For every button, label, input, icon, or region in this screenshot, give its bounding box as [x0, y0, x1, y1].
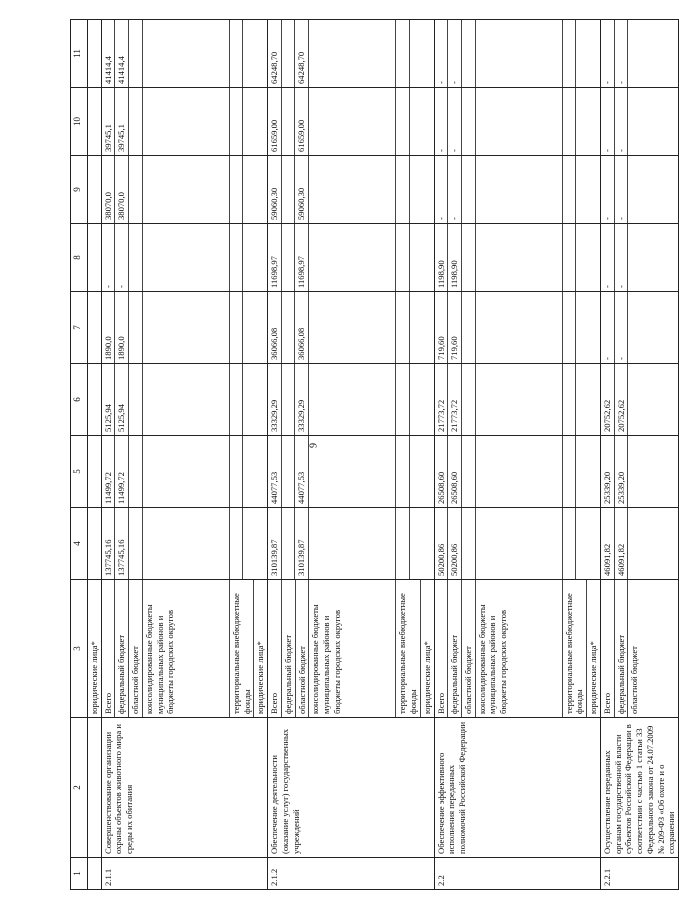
amount-cell [101, 436, 267, 508]
amount-value: 719,60 [448, 292, 462, 363]
amount-value: 21773,72 [435, 364, 449, 435]
amount-value [143, 156, 230, 223]
amount-cell [101, 88, 267, 156]
amount-value: 38070,0 [102, 156, 116, 223]
amount-value: 39745,1 [102, 88, 116, 155]
amount-value: - [601, 224, 615, 291]
amount-value [230, 436, 244, 507]
amount-value [230, 88, 244, 155]
amount-value: 44077,53 [268, 436, 282, 507]
col-header: 11 [71, 20, 88, 88]
amount-value: 21773,72 [448, 364, 462, 435]
amount-cell [600, 292, 678, 364]
funding-source-label: Всего [102, 580, 116, 717]
amount-value: 20752,62 [615, 364, 629, 435]
measure-name: Обеспечение эффективного исполнения переданных полномочий Российской Федерации [434, 718, 600, 858]
amount-value [309, 156, 396, 223]
col-header: 7 [71, 292, 88, 364]
amount-cell [268, 292, 434, 364]
funding-source-label: юридические лица* [421, 641, 432, 714]
amount-value [563, 292, 577, 363]
measure-name: Обеспечение деятельности (оказание услуг) государственных учреждений [268, 718, 434, 858]
amount-value [462, 364, 476, 435]
amount-value [576, 156, 589, 223]
amount-value: 39745,1 [115, 88, 129, 155]
funding-sources [600, 580, 678, 718]
amount-value [410, 364, 423, 435]
amount-cell [600, 364, 678, 436]
amount-value: 719,60 [435, 292, 449, 363]
amount-value: 64248,70 [295, 20, 309, 87]
amount-value: - [601, 156, 615, 223]
funding-source-label: федеральный бюджет [615, 580, 629, 717]
amount-value [143, 292, 230, 363]
amount-cell [268, 508, 434, 580]
amount-value [476, 364, 563, 435]
amount-value [230, 292, 244, 363]
amount-value [462, 156, 476, 223]
amount-value [230, 224, 244, 291]
amount-value [309, 436, 396, 507]
amount-value: 44077,53 [295, 436, 309, 507]
funding-source-label: федеральный бюджет [282, 580, 296, 717]
table-row [600, 20, 678, 890]
amount-value [628, 436, 641, 507]
amount-value: 1890,0 [102, 292, 116, 363]
row-number: 2.1.1 [101, 858, 267, 890]
page-number: 9 [308, 443, 320, 448]
amount-value [476, 88, 563, 155]
funding-source-label: Всего [435, 580, 449, 717]
col-header: 1 [71, 858, 88, 890]
amount-cell [600, 20, 678, 88]
amount-value: 61659,00 [295, 88, 309, 155]
amount-value [143, 436, 230, 507]
amount-value: - [615, 224, 629, 291]
amount-cell [268, 364, 434, 436]
amount-value [282, 364, 296, 435]
amount-value [143, 224, 230, 291]
amount-cell [434, 88, 600, 156]
amount-value: 64248,70 [268, 20, 282, 87]
amount-value [230, 20, 244, 87]
amount-value [143, 364, 230, 435]
amount-value [563, 436, 577, 507]
amount-value [129, 20, 143, 87]
table-row [268, 20, 434, 890]
amount-value [563, 20, 577, 87]
funding-source-label: юридические лица* [255, 641, 266, 714]
funding-source-label: Всего [601, 580, 615, 717]
amount-value [462, 224, 476, 291]
amount-value: 25339,20 [615, 436, 629, 507]
amount-cell [434, 364, 600, 436]
amount-value [628, 224, 641, 291]
amount-value [282, 88, 296, 155]
amount-value [396, 292, 410, 363]
amount-value [563, 508, 577, 579]
funding-source-label: территориальные внебюджетные фонды [563, 580, 587, 717]
amount-value [243, 20, 256, 87]
amount-value: 11698,97 [295, 224, 309, 291]
amount-value [410, 292, 423, 363]
funding-source-label: консолидированные бюджеты муниципальных районов и бюджеты городских округов [143, 580, 230, 717]
amount-value [476, 436, 563, 507]
amount-value: 38070,0 [115, 156, 129, 223]
row-number: 2.1.2 [268, 858, 434, 890]
source-label: юридические лица* [88, 580, 102, 718]
amount-value: - [615, 88, 629, 155]
amount-cell [600, 436, 678, 508]
amount-cell [434, 156, 600, 224]
funding-source-label: областной бюджет [129, 580, 143, 717]
amount-value [243, 292, 256, 363]
amount-value [129, 292, 143, 363]
amount-value: 25339,20 [601, 436, 615, 507]
amount-value [410, 508, 423, 579]
amount-cell [434, 292, 600, 364]
amount-value [129, 364, 143, 435]
amount-cell [600, 508, 678, 580]
amount-value [243, 364, 256, 435]
funding-sources [101, 580, 267, 718]
amount-value [243, 224, 256, 291]
amount-value: 11499,72 [102, 436, 116, 507]
amount-value: 33329,29 [295, 364, 309, 435]
amount-value [410, 156, 423, 223]
amount-value: 1198,90 [435, 224, 449, 291]
amount-value [576, 292, 589, 363]
amount-value [576, 508, 589, 579]
amount-value: - [435, 88, 449, 155]
amount-value: - [615, 20, 629, 87]
amount-value [396, 508, 410, 579]
col-header: 9 [71, 156, 88, 224]
amount-value [476, 292, 563, 363]
amount-value: - [448, 156, 462, 223]
measure-name: Совершенствование организации охраны объектов животного мира и среды их обитания [101, 718, 267, 858]
amount-cell [101, 156, 267, 224]
amount-value [129, 224, 143, 291]
amount-value: 41414,4 [115, 20, 129, 87]
amount-value [129, 88, 143, 155]
col-header: 6 [71, 364, 88, 436]
funding-source-label: юридические лица* [588, 641, 599, 714]
amount-value [576, 436, 589, 507]
amount-value: 11698,97 [268, 224, 282, 291]
amount-value: 33329,29 [268, 364, 282, 435]
amount-value [410, 20, 423, 87]
amount-value: - [601, 292, 615, 363]
amount-value [396, 436, 410, 507]
col-header: 10 [71, 88, 88, 156]
amount-cell [268, 156, 434, 224]
funding-source-label: консолидированные бюджеты муниципальных районов и бюджеты городских округов [476, 580, 563, 717]
amount-value: - [435, 20, 449, 87]
amount-value: 5125,94 [115, 364, 129, 435]
col-header: 2 [71, 718, 88, 858]
amount-value: 36066,08 [268, 292, 282, 363]
amount-value: 1198,90 [448, 224, 462, 291]
funding-source-label: областной бюджет [629, 646, 640, 714]
amount-value [628, 88, 641, 155]
amount-value: - [435, 156, 449, 223]
amount-value [282, 20, 296, 87]
amount-value [628, 508, 641, 579]
amount-value [309, 20, 396, 87]
col-header: 8 [71, 224, 88, 292]
amount-value [476, 156, 563, 223]
amount-value [282, 508, 296, 579]
amount-value: 310139,87 [295, 508, 309, 579]
amount-value: 310139,87 [268, 508, 282, 579]
amount-value: 59060,30 [268, 156, 282, 223]
amount-value [129, 508, 143, 579]
amount-value: 59060,30 [295, 156, 309, 223]
amount-value [462, 88, 476, 155]
amount-value [230, 364, 244, 435]
amount-cell [434, 20, 600, 88]
amount-value: - [102, 224, 116, 291]
amount-value [396, 20, 410, 87]
funding-sources [434, 580, 600, 718]
amount-value [462, 20, 476, 87]
amount-value [129, 156, 143, 223]
col-header: 4 [71, 508, 88, 580]
amount-value: 50200,86 [448, 508, 462, 579]
amount-value [476, 20, 563, 87]
amount-value [410, 436, 423, 507]
amount-value [396, 88, 410, 155]
amount-value [563, 156, 577, 223]
amount-cell [101, 292, 267, 364]
amount-value [282, 292, 296, 363]
table-row [101, 20, 267, 890]
amount-value [576, 88, 589, 155]
amount-value: 46091,82 [615, 508, 629, 579]
amount-value [282, 224, 296, 291]
amount-value: 61659,00 [268, 88, 282, 155]
amount-value [576, 364, 589, 435]
funding-source-label: областной бюджет [462, 580, 476, 717]
amount-value [410, 88, 423, 155]
amount-cell [268, 88, 434, 156]
header-row [71, 20, 88, 890]
amount-value [410, 224, 423, 291]
amount-value [628, 20, 641, 87]
amount-value [243, 156, 256, 223]
amount-value [563, 88, 577, 155]
table-row [434, 20, 600, 890]
amount-cell [101, 364, 267, 436]
amount-value: 36066,08 [295, 292, 309, 363]
amount-value: 41414,4 [102, 20, 116, 87]
table-rotated-wrapper [70, 20, 677, 890]
amount-value [309, 224, 396, 291]
amount-cell [268, 20, 434, 88]
amount-value [576, 224, 589, 291]
funding-source-label: областной бюджет [296, 580, 310, 717]
funding-source-label: федеральный бюджет [448, 580, 462, 717]
funding-sources [268, 580, 434, 718]
funding-source-label: консолидированные бюджеты муниципальных районов и бюджеты городских округов [309, 580, 396, 717]
amount-value [462, 508, 476, 579]
amount-value: - [615, 156, 629, 223]
amount-value: 26508,60 [448, 436, 462, 507]
amount-value: - [115, 224, 129, 291]
amount-value [143, 20, 230, 87]
col-header: 3 [71, 580, 88, 718]
amount-cell [268, 436, 434, 508]
amount-value: 137745,16 [102, 508, 116, 579]
amount-value [396, 224, 410, 291]
amount-value [230, 508, 244, 579]
continuation-row [88, 20, 102, 890]
amount-value [129, 436, 143, 507]
amount-value [396, 156, 410, 223]
amount-cell [600, 88, 678, 156]
amount-value [396, 364, 410, 435]
row-number: 2.2.1 [600, 858, 678, 890]
measure-name: Осуществление переданных органам государственной власти субъектов Российской Федерации в соответствии с частью 1 статьи 33 Федерального закона от 24.07.2009 № 209-ФЗ «Об охоте и о сохранении [600, 718, 678, 858]
amount-value: - [448, 88, 462, 155]
amount-cell [101, 508, 267, 580]
amount-value [476, 508, 563, 579]
funding-source-label: территориальные внебюджетные фонды [230, 580, 254, 717]
amount-value: 26508,60 [435, 436, 449, 507]
amount-value [628, 292, 641, 363]
amount-value [282, 156, 296, 223]
amount-value [309, 88, 396, 155]
amount-value [309, 508, 396, 579]
amount-value [282, 436, 296, 507]
amount-cell [434, 508, 600, 580]
amount-value: - [448, 20, 462, 87]
amount-value: - [601, 20, 615, 87]
amount-value [563, 364, 577, 435]
amount-value [243, 508, 256, 579]
amount-value [462, 292, 476, 363]
amount-cell [434, 436, 600, 508]
amount-value [143, 508, 230, 579]
col-header: 5 [71, 436, 88, 508]
amount-value [143, 88, 230, 155]
amount-cell [268, 224, 434, 292]
amount-value: 5125,94 [102, 364, 116, 435]
funding-source-label: территориальные внебюджетные фонды [396, 580, 420, 717]
amount-value: 20752,62 [601, 364, 615, 435]
amount-value [563, 224, 577, 291]
funding-source-label: федеральный бюджет [115, 580, 129, 717]
amount-value [476, 224, 563, 291]
amount-cell [600, 156, 678, 224]
amount-value: - [601, 88, 615, 155]
amount-value [309, 364, 396, 435]
amount-value [576, 20, 589, 87]
amount-value: 11499,72 [115, 436, 129, 507]
amount-value: - [615, 292, 629, 363]
amount-cell [434, 224, 600, 292]
row-number: 2.2 [434, 858, 600, 890]
amount-value [309, 292, 396, 363]
amount-value [243, 88, 256, 155]
amount-value: 50200,86 [435, 508, 449, 579]
amount-value: 137745,16 [115, 508, 129, 579]
amount-value [462, 436, 476, 507]
amount-cell [101, 20, 267, 88]
funding-source-label: Всего [268, 580, 282, 717]
amount-value: 46091,82 [601, 508, 615, 579]
amount-value [628, 364, 641, 435]
amount-cell [600, 224, 678, 292]
amount-value [628, 156, 641, 223]
amount-value [243, 436, 256, 507]
amount-value: 1890,0 [115, 292, 129, 363]
amount-cell [101, 224, 267, 292]
financing-table [70, 19, 679, 890]
amount-value [230, 156, 244, 223]
